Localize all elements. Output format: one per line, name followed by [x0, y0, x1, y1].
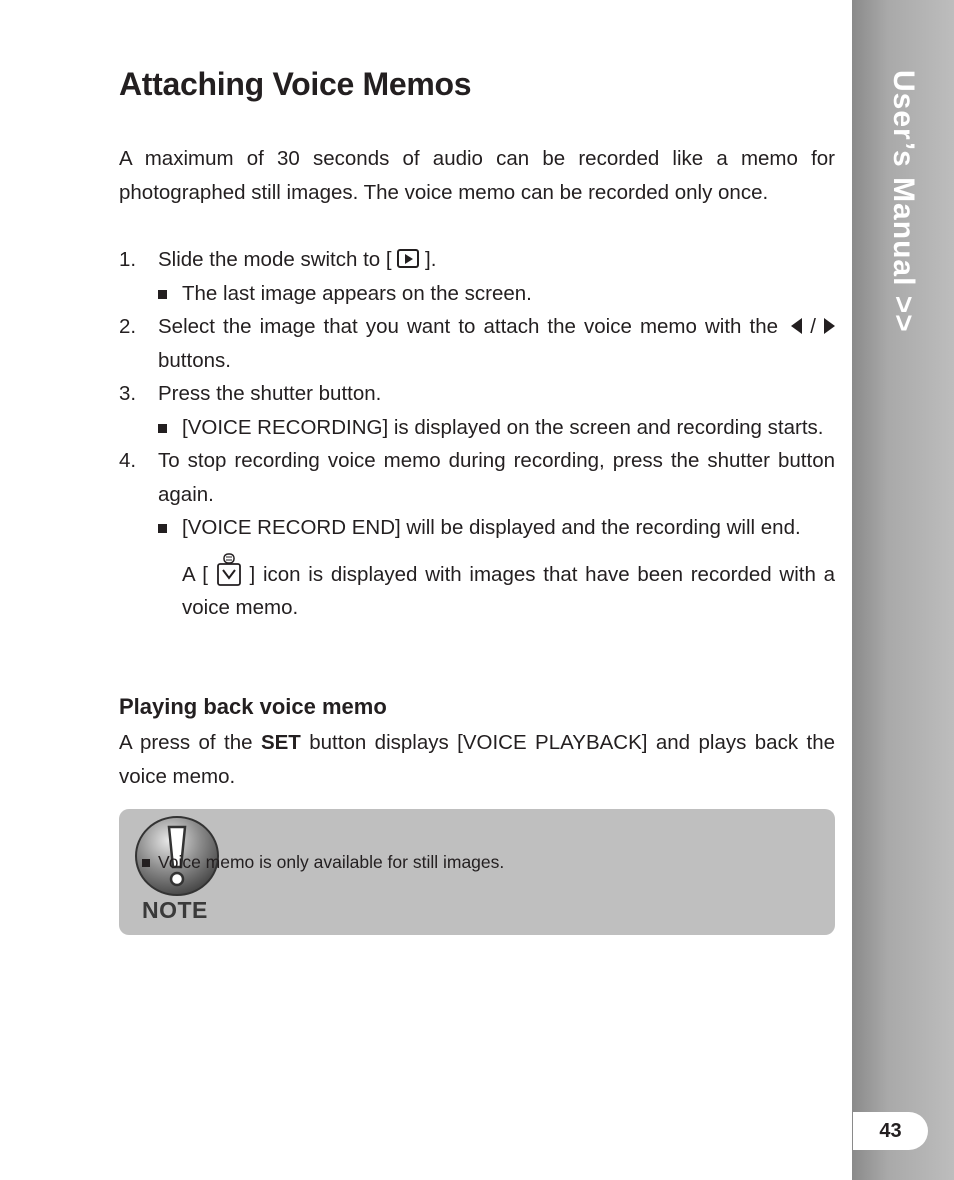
bullet-item: [119, 511, 835, 545]
page-title: Attaching Voice Memos: [119, 66, 472, 102]
playback-paragraph: [119, 726, 835, 793]
page-number: 43: [853, 1112, 928, 1150]
left-arrow-icon: [791, 318, 802, 334]
bullet-text: [VOICE RECORDING] is displayed on the screen and recording starts.: [182, 415, 824, 439]
step-4: [119, 444, 835, 511]
step-text: buttons.: [158, 348, 231, 372]
step-text: Slide the mode switch to [: [158, 248, 392, 271]
steps-list: [119, 243, 835, 625]
note-text: A [: [182, 562, 208, 586]
bullet-item: [119, 277, 835, 311]
sidebar-title: User’s Manual >>: [887, 70, 920, 333]
bullet-square-icon: [158, 424, 167, 433]
step-2: [119, 310, 835, 377]
note-label: NOTE: [142, 897, 208, 923]
step-text: Select the image that you want to attach the voice memo with the: [158, 315, 779, 338]
step-number: 3.: [119, 382, 137, 405]
step-text: /: [810, 315, 816, 338]
bullet-square-icon: [142, 859, 150, 867]
voice-memo-icon-note: [119, 553, 835, 625]
step-3: [119, 377, 835, 411]
bullet-item: [119, 411, 835, 445]
step-text: ].: [425, 248, 437, 271]
note-text: Voice memo is only available for still images.: [158, 852, 505, 872]
bullet-square-icon: [158, 524, 167, 533]
step-number: 4.: [119, 449, 137, 472]
step-1: [119, 243, 835, 277]
bullet-square-icon: [158, 290, 167, 299]
playback-text: button displays [VOICE PLAYBACK] and plays back the voice memo.: [119, 731, 835, 788]
note-text: ] icon is displayed with images that have been recorded with a voice memo.: [182, 562, 835, 619]
bullet-text: [VOICE RECORD END] will be displayed and the recording will end.: [182, 516, 801, 539]
step-text: To stop recording voice memo during recording, press the shutter button again.: [158, 449, 835, 506]
voice-memo-icon: [216, 553, 242, 587]
step-text: Press the shutter button.: [158, 382, 382, 405]
playback-text: A press of the: [119, 731, 253, 754]
play-mode-icon: [397, 249, 419, 268]
note-content: [142, 852, 504, 873]
intro-paragraph: A maximum of 30 seconds of audio can be recorded like a memo for photographed still images. The voice memo can be recorded only once.: [119, 147, 835, 204]
right-arrow-icon: [824, 318, 835, 334]
step-number: 2.: [119, 315, 137, 338]
bullet-text: The last image appears on the screen.: [182, 281, 532, 305]
set-button-label: SET: [260, 731, 301, 754]
step-number: 1.: [119, 248, 137, 271]
playback-heading: Playing back voice memo: [119, 694, 387, 719]
